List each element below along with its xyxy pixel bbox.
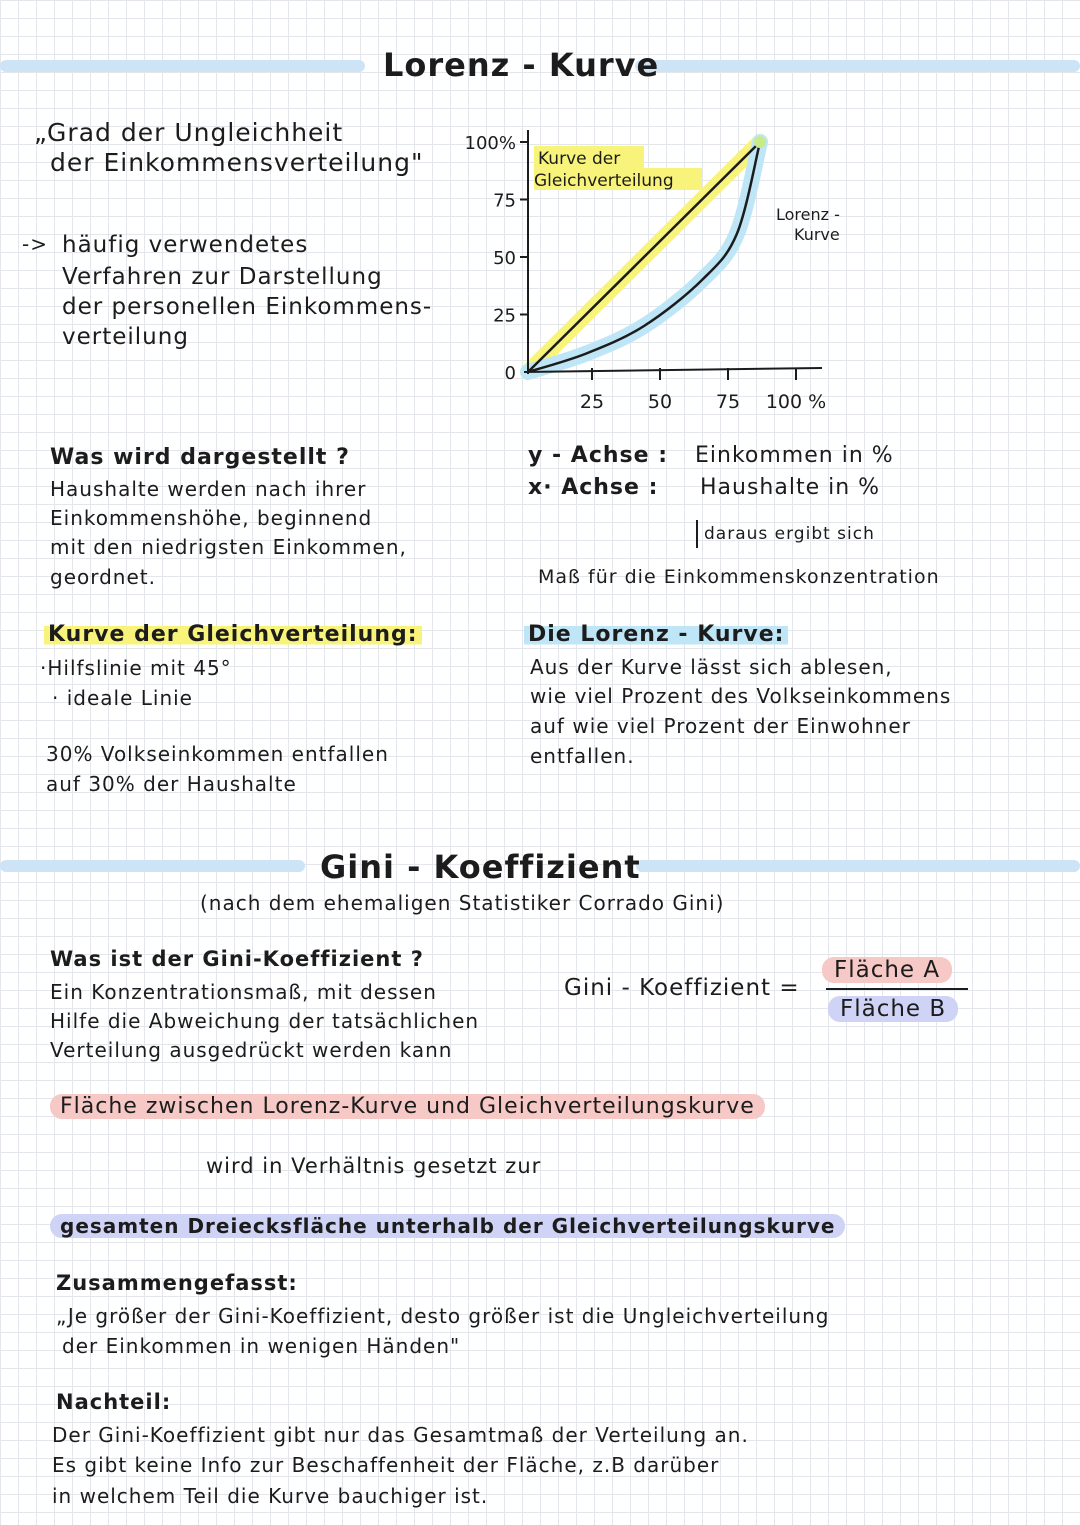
gini-subtitle: (nach dem ehemaligen Statistiker Corrado Gini) — [200, 891, 725, 915]
summary-heading: Zusammengefasst: — [56, 1271, 298, 1295]
what-line-2: Einkommenshöhe, beginnend — [50, 506, 373, 530]
equal-curve-label: Gleichverteilung — [534, 171, 674, 191]
example-line-2: auf 30% der Haushalte — [46, 772, 297, 796]
method-line-4: verteilung — [62, 324, 189, 350]
curve-heading: Die Lorenz - Kurve: — [524, 622, 788, 647]
gini-what-heading: Was ist der Gini-Koeffizient ? — [50, 947, 424, 971]
fraction-line — [826, 988, 968, 990]
curve-line-2: wie viel Prozent des Volkseinkommens — [530, 684, 952, 708]
what-heading: Was wird dargestellt ? — [50, 445, 350, 470]
x-tick-label: 25 — [579, 391, 605, 413]
x-tick-label: 50 — [647, 391, 673, 413]
axis-x-label: x· Achse : — [528, 475, 659, 500]
title-bar-left — [0, 60, 365, 72]
top-point-marker — [754, 136, 766, 148]
what-line-4: geordnet. — [50, 565, 156, 589]
formula-left: Gini - Koeffizient = — [564, 975, 800, 1001]
area-line: Fläche zwischen Lorenz-Kurve und Gleichverteilungskurve — [50, 1094, 765, 1119]
disadvantage-line-1: Der Gini-Koeffizient gibt nur das Gesamtmaß der Verteilung an. — [52, 1423, 749, 1447]
quote-line-2: der Einkommensverteilung" — [50, 148, 424, 177]
disadvantage-line-3: in welchem Teil die Kurve bauchiger ist. — [52, 1484, 489, 1508]
x-tick-label: 100 % — [765, 391, 827, 413]
arrow-note: daraus ergibt sich — [704, 524, 875, 544]
equal-heading: Kurve der Gleichverteilung: — [44, 622, 422, 647]
equal-bullet-2: · ideale Linie — [52, 686, 193, 710]
axis-y-value: Einkommen in % — [695, 443, 894, 468]
y-tick-label: 25 — [493, 305, 516, 327]
y-tick-label: 100% — [464, 133, 516, 154]
equal-bullet-1: ·Hilfslinie mit 45° — [40, 656, 232, 680]
lorenz-curve-label: Lorenz - — [776, 205, 840, 224]
example-line-1: 30% Volkseinkommen entfallen — [46, 742, 389, 766]
x-axis — [524, 368, 822, 372]
gini-bar-left — [0, 860, 305, 872]
formula-numerator: Fläche A — [822, 957, 952, 983]
triangle-line: gesamten Dreiecksfläche unterhalb der Gleichverteilungskurve — [50, 1214, 845, 1238]
curve-line-3: auf wie viel Prozent der Einwohner — [530, 714, 911, 738]
gini-what-line-1: Ein Konzentrationsmaß, mit dessen — [50, 980, 437, 1004]
gini-what-line-3: Verteilung ausgedrückt werden kann — [50, 1038, 453, 1062]
y-tick-label: 50 — [493, 248, 516, 269]
curve-line-4: entfallen. — [530, 744, 635, 768]
what-line-1: Haushalte werden nach ihrer — [50, 477, 367, 501]
disadvantage-heading: Nachteil: — [56, 1390, 172, 1414]
lorenz-title: Lorenz - Kurve — [383, 46, 660, 84]
down-arrow-icon — [696, 520, 698, 548]
summary-line-1: „Je größer der Gini-Koeffizient, desto größer ist die Ungleichverteilung — [56, 1304, 830, 1328]
x-tick-label: 75 — [715, 391, 741, 413]
method-line-2: Verfahren zur Darstellung — [62, 264, 383, 290]
measure-text: Maß für die Einkommenskonzentration — [538, 566, 940, 588]
gini-title: Gini - Koeffizient — [320, 848, 641, 886]
disadvantage-line-2: Es gibt keine Info zur Beschaffenheit der Fläche, z.B darüber — [52, 1453, 720, 1477]
arrow-icon: -> — [22, 232, 48, 256]
quote-line-1: „Grad der Ungleichheit — [34, 118, 344, 147]
what-line-3: mit den niedrigsten Einkommen, — [50, 535, 407, 559]
method-line-3: der personellen Einkommens- — [62, 294, 433, 320]
axis-y-label: y - Achse : — [528, 443, 668, 468]
gini-bar-right — [636, 860, 1080, 872]
y-tick-label: 0 — [504, 363, 516, 384]
curve-line-1: Aus der Kurve lässt sich ablesen, — [530, 655, 893, 679]
y-tick-label: 75 — [493, 190, 516, 212]
axis-x-value: Haushalte in % — [700, 475, 881, 500]
equal-curve-label: Kurve der — [538, 149, 621, 169]
formula-denominator: Fläche B — [828, 996, 958, 1022]
summary-line-2: der Einkommen in wenigen Händen" — [62, 1334, 461, 1358]
ratio-line: wird in Verhältnis gesetzt zur — [206, 1154, 542, 1178]
method-line-1: häufig verwendetes — [62, 232, 309, 258]
lorenz-curve-label: Kurve — [794, 225, 840, 244]
lorenz-chart — [460, 120, 880, 420]
gini-what-line-2: Hilfe die Abweichung der tatsächlichen — [50, 1009, 480, 1033]
title-bar-right — [635, 60, 1080, 72]
